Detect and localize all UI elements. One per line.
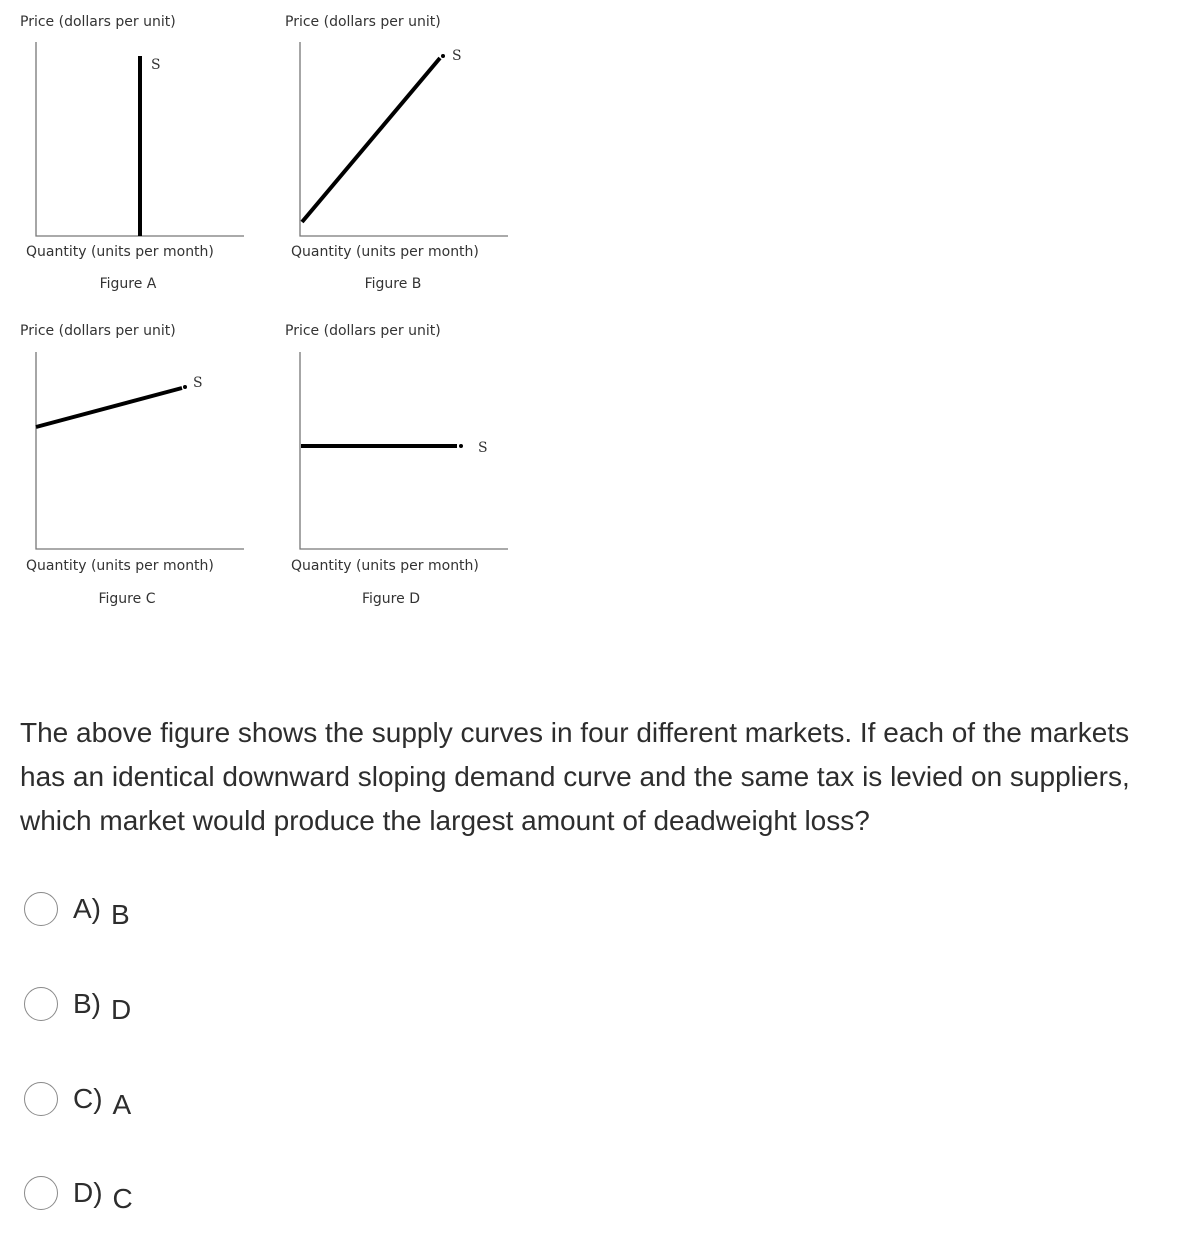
- option-a-radio[interactable]: [24, 892, 58, 926]
- figure-a-panel: [20, 14, 244, 292]
- option-b-label: B): [73, 988, 101, 1019]
- option-c-text: A: [112, 1089, 132, 1120]
- option-d-label: D): [73, 1177, 103, 1208]
- figure-d-caption: Figure D: [362, 591, 420, 607]
- option-c-radio[interactable]: [24, 1082, 58, 1116]
- figure-c-y-axis-label: Price (dollars per unit): [20, 323, 176, 339]
- figure-d-axes: [300, 352, 508, 549]
- option-d-text: C: [112, 1183, 133, 1214]
- option-c[interactable]: [24, 1079, 131, 1119]
- figure-b-panel: [285, 14, 508, 292]
- option-b-radio[interactable]: [24, 987, 58, 1021]
- supply-curves-figure: [0, 0, 560, 640]
- figure-a-y-axis-label: Price (dollars per unit): [20, 14, 176, 30]
- figure-b-caption: Figure B: [364, 276, 422, 292]
- figure-a-caption: Figure A: [99, 276, 157, 292]
- option-c-label: C): [73, 1083, 103, 1114]
- question-text: The above figure shows the supply curves in four different markets. If each of the markets has an identical downward sloping demand curve and the same tax is levied on suppliers, which market would produce the largest amount of deadweight loss?: [20, 717, 1130, 836]
- figure-d-x-axis-label: Quantity (units per month): [291, 558, 479, 574]
- figure-c-curve-label: S: [193, 375, 203, 391]
- option-a-text: B: [111, 899, 130, 930]
- figure-d-panel: [285, 323, 508, 607]
- figure-b-axes: [300, 42, 508, 236]
- option-b[interactable]: [24, 984, 131, 1024]
- figure-a-curve-label: S: [151, 57, 161, 73]
- figure-c-supply-curve: [36, 388, 182, 427]
- figure-c-caption: Figure C: [98, 591, 156, 607]
- figure-d-curve-end-dot: [459, 444, 463, 448]
- option-d[interactable]: [24, 1173, 133, 1213]
- figure-b-curve-label: S: [452, 48, 462, 64]
- option-b-text: D: [111, 994, 132, 1025]
- option-d-radio[interactable]: [24, 1176, 58, 1210]
- figure-c-x-axis-label: Quantity (units per month): [26, 558, 214, 574]
- figure-d-y-axis-label: Price (dollars per unit): [285, 323, 441, 339]
- figure-a-x-axis-label: Quantity (units per month): [26, 244, 214, 260]
- figure-b-supply-curve: [302, 58, 440, 222]
- figure-c-panel: [20, 323, 244, 607]
- figure-b-x-axis-label: Quantity (units per month): [291, 244, 479, 260]
- option-a-label: A): [73, 893, 101, 924]
- figure-c-curve-end-dot: [183, 385, 187, 389]
- figure-b-y-axis-label: Price (dollars per unit): [285, 14, 441, 30]
- figure-b-curve-end-dot: [441, 54, 445, 58]
- option-a[interactable]: [24, 889, 130, 929]
- figure-d-curve-label: S: [478, 440, 488, 456]
- figure-c-axes: [36, 352, 244, 549]
